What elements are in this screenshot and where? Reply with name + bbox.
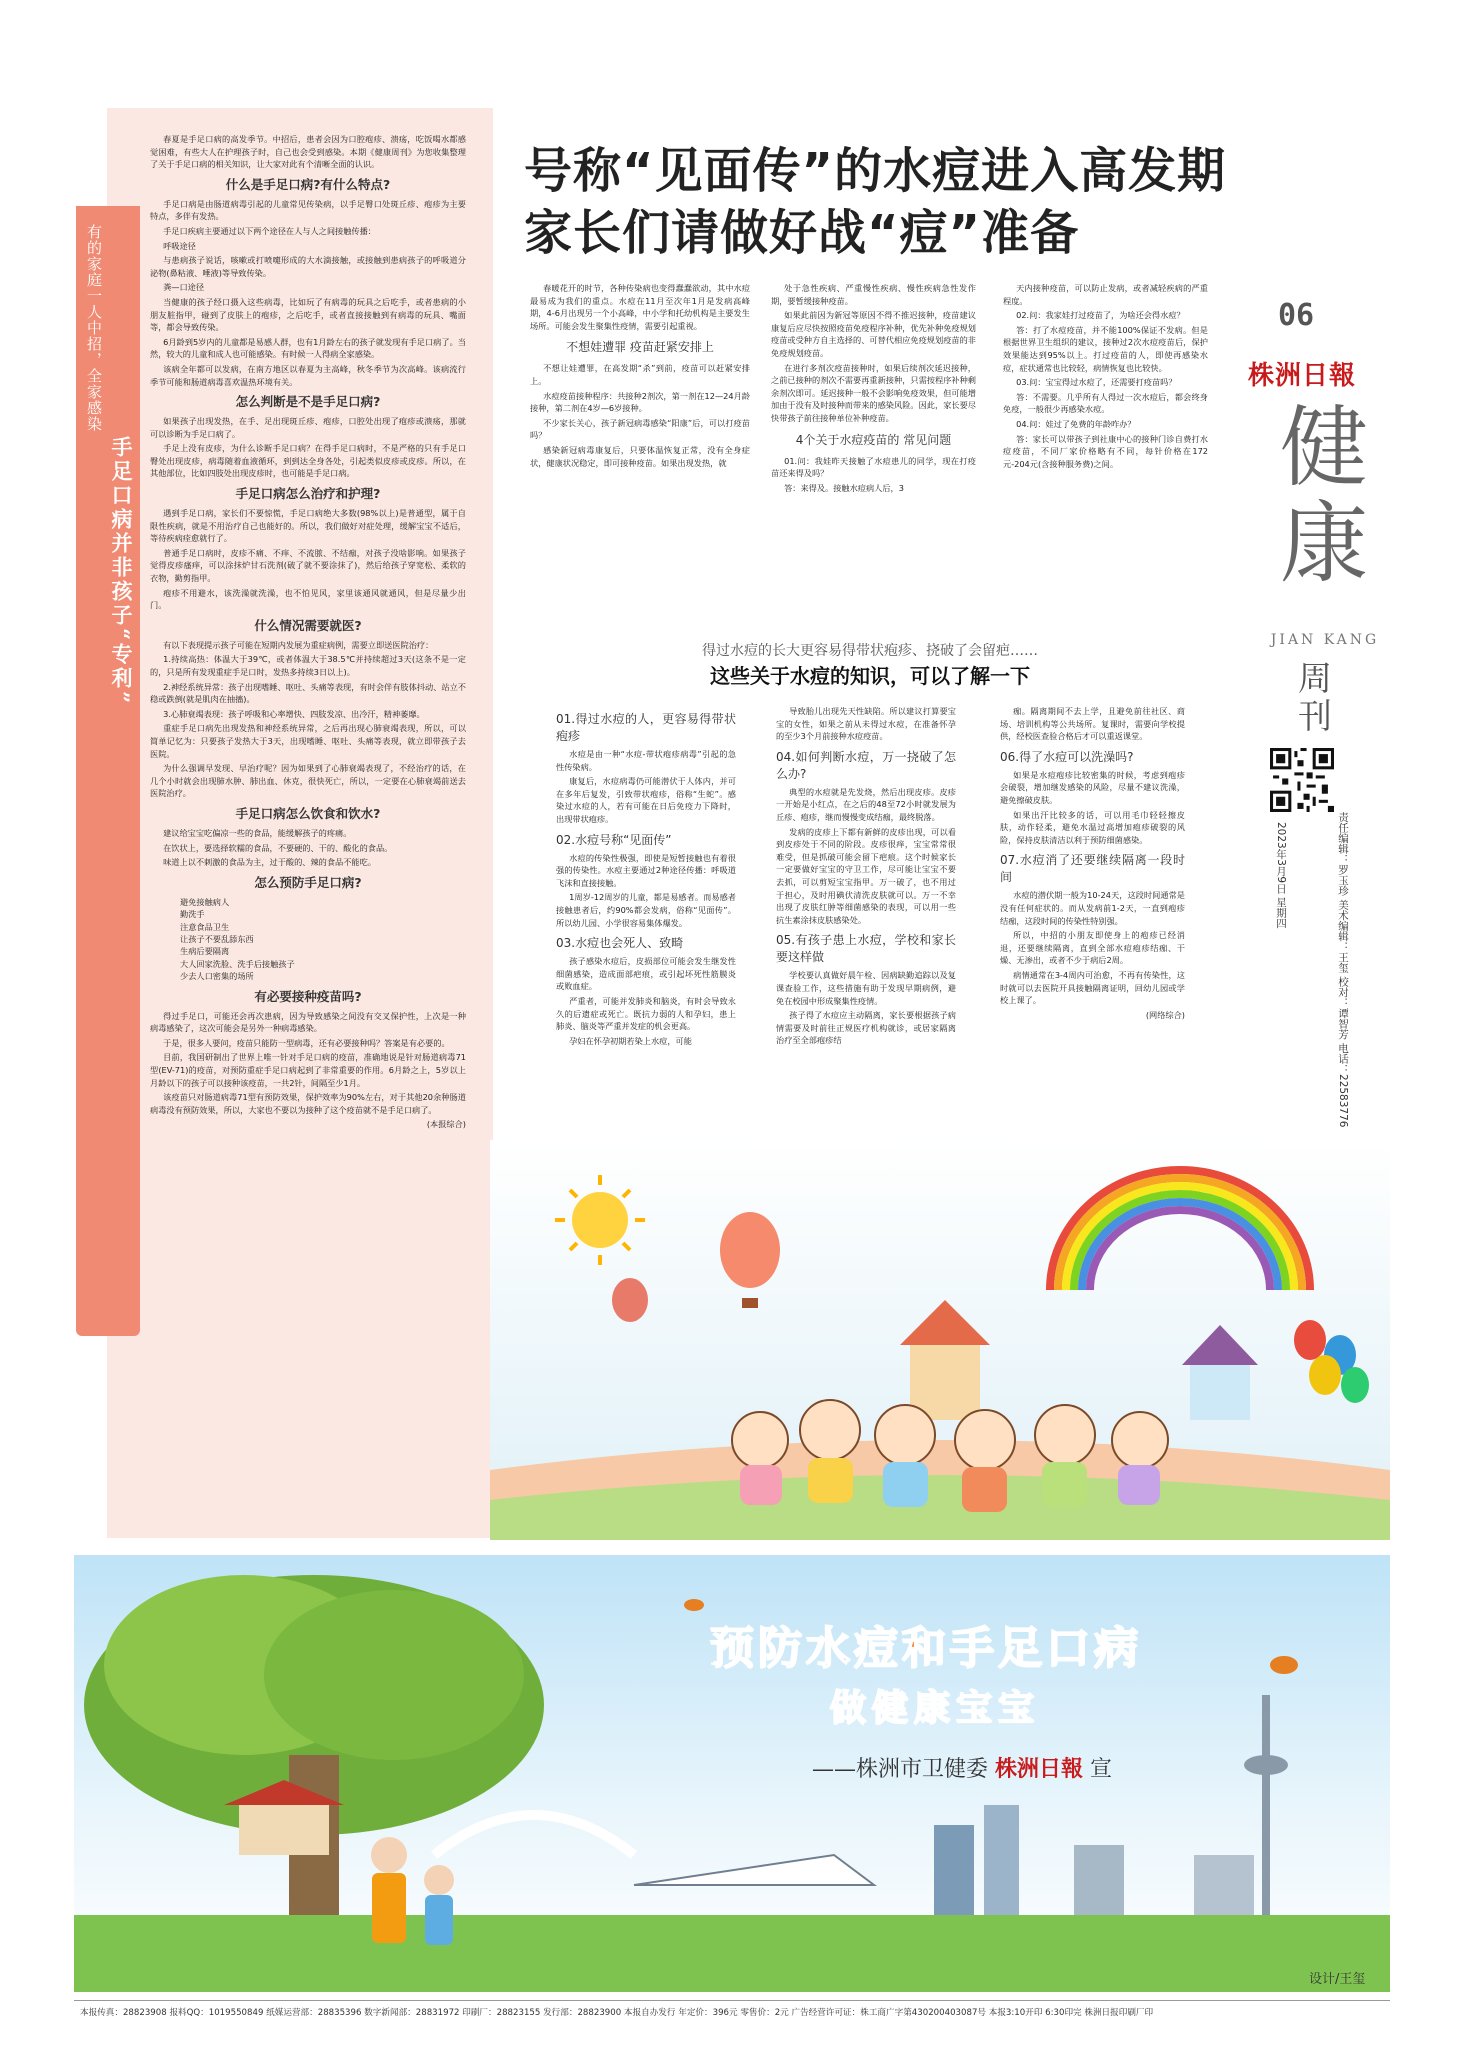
paragraph: 有以下表现提示孩子可能在短期内发展为重症病例，需要立即送医院治疗：	[163, 639, 434, 650]
paragraph: 在进行多剂次疫苗接种时，如果后续剂次延迟接种，之前已接种的剂次不需要再重新接种，只需按程序补种剩余剂次即可。延迟接种一般不会影响免疫效果，但可能增加由于没有及时接种而带来的感染风险。因此，家长要尽快带孩子前往接种单位补种疫苗。	[771, 362, 976, 423]
section-heading: 手足口病怎么治疗和护理?	[235, 486, 381, 502]
paragraph: 手足口疾病主要通过以下两个途径在人与人之间接触传播：	[163, 225, 376, 236]
paragraph: 遇到手足口病，家长们不要惊慌，手足口病绝大多数(98%以上)是普通型，属于自限性疾病，就是不用治疗自己也能好的。所以，我们做好对症处理，缓解宝宝不适后，等待疾病痊愈就行了。	[150, 508, 466, 544]
upper-column-3	[1003, 282, 1208, 472]
question-heading: 05.有孩子患上水痘，学校和家长要这样做	[776, 933, 956, 965]
list-item: 勤洗手	[180, 909, 205, 920]
paragraph: 当健康的孩子经口摄入这些病毒，比如玩了有病毒的玩具之后吃手，或者患病的小朋友脏指甲，碰到了皮肤上的疱疹，之后吃手，或者直接接触到有病毒的玩具、嘴面等，都会导致传染。	[150, 296, 466, 333]
paragraph: 水痘的潜伏期一般为10-24天，这段时间通常是没有任何症状的。而从发病前1-2天，一直到疱疹结痂，这段时间的传染性特别强。	[1000, 890, 1185, 926]
paragraph: 如果是水痘疱疹比较密集的时候，考虑到疱疹会破裂，增加继发感染的风险，尽量不建议洗澡，避免擦破皮肤。	[1000, 769, 1185, 805]
paragraph: 该疫苗只对肠道病毒71型有预防效果，保护效率为90%左右，对于其他20余种肠道病毒没有预防效果，所以，大家也不要以为接种了这个疫苗就不是手足口病了。	[150, 1092, 466, 1115]
poster-title: 预防水痘和手足口病	[710, 1623, 1142, 1674]
section-heading: 什么情况需要就医?	[254, 617, 362, 633]
paragraph: 痂。隔离期间不去上学，且避免前往社区、商场、培训机构等公共场所。复课时，需要向学校提供，经校医查验合格后才可以重返课堂。	[1000, 706, 1185, 742]
newspaper-logo: 株洲日報	[1248, 361, 1357, 391]
banner-subtitle: 有的家庭一人中招，全家感染	[85, 224, 103, 432]
paragraph: 普通手足口病时，皮疹不痛、不痒、不流脓、不结痂，对孩子没啥影响。如果孩子觉得皮疹瘙痒，可以涂抹炉甘石洗剂(破了就不要涂抹了)，然后给孩子穿宽松、柔软的衣物，勤剪指甲。	[150, 547, 466, 584]
paragraph: 于是，很多人要问，疫苗只能防一型病毒，还有必要接种吗？答案是有必要的。	[163, 1037, 450, 1048]
poster-sponsor	[812, 1752, 1112, 1783]
paragraph: 发病的皮疹上下都有新鲜的皮疹出现，可以看到皮疹处于不同的阶段。皮疹很痒，宝宝常常很难受，但是抓破可能会留下疤痕。这个时候家长一定要做好宝宝的守卫工作，尽可能让宝宝不要去抓，可以剪短宝宝指甲。万一破了，也不用过于担心，及时用碘伏清洗皮肤就可以。万一不幸出现了皮肤红肿等细菌感染的表现，可以用一些抗生素涂抹皮肤感染处。	[776, 826, 956, 925]
paragraph: 天内接种疫苗，可以防止发病，或者减轻疾病的严重程度。	[1003, 283, 1208, 306]
main-headline	[524, 140, 1344, 264]
paragraph: 水痘疫苗接种程序：共接种2剂次，第一剂在12—24月龄接种，第二剂在4岁—6岁接种。	[530, 390, 750, 414]
paragraph: 如果孩子出现发热，在手、足出现斑丘疹、疱疹，口腔处出现了疱疹或溃疡，那就可以诊断为手足口病了。	[150, 416, 466, 439]
paragraph: 呼吸途径	[163, 240, 196, 251]
paragraph: 病情通常在3-4周内可治愈，不再有传染性，这时就可以去医院开具接触隔离证明，回幼儿园或学校上课了。	[1000, 969, 1185, 1006]
question-heading: 04.如何判断水痘，万一挠破了怎么办?	[776, 749, 956, 781]
paragraph: 与患病孩子说话，咳嗽或打喷嚏形成的大水滴接触，或接触到患病孩子的呼吸道分泌物(鼻粘液、唾液)等导致传染。	[150, 255, 466, 278]
editor-credits: 责任编辑：罗玉珍 美术编辑：王玺 校对：谭智芳 电话：22583776	[1337, 812, 1349, 1128]
paragraph: 03.问：宝宝得过水痘了，还需要打疫苗吗？	[1016, 377, 1177, 388]
paragraph: 手足口病是由肠道病毒引起的儿童常见传染病，以手足臀口处斑丘疹、疱疹为主要特点，多伴有发热。	[150, 198, 466, 222]
paragraph: 得过手足口，可能还会再次患病，因为导致感染之间没有交叉保护性，上次是一种病毒感染了，这次可能会是另外一种病毒感染。	[150, 1010, 466, 1034]
section-heading: 手足口病怎么饮食和饮水?	[235, 805, 381, 821]
lower-column-2	[776, 705, 956, 1049]
paragraph: 3.心肺衰竭表现：孩子呼吸和心率增快、四肢发凉、出冷汗，精神萎靡。	[163, 708, 425, 719]
lower-column-1	[556, 705, 736, 1049]
upper-column-1	[530, 282, 750, 471]
paragraph: 粪—口途径	[163, 282, 205, 293]
children-playground-illustration	[490, 1140, 1390, 1540]
paragraph: 孩子感染水痘后，皮损部位可能会发生继发性细菌感染，造成面部疤痕，或引起坏死性筋膜炎或败血症。	[556, 956, 736, 992]
left-article-banner	[76, 206, 140, 1336]
list-item: 少去人口密集的场所	[180, 971, 254, 982]
paragraph: 感染新冠病毒康复后，只要体温恢复正常，没有全身症状，健康状况稳定，即可接种疫苗。如果出现发热，就	[530, 444, 750, 468]
issue-date: 2023年3月9日 星期四	[1275, 822, 1287, 929]
headline-line-1: 号称“见面传”的水痘进入高发期	[524, 143, 1227, 199]
byline: (本报综合)	[426, 1119, 466, 1130]
paragraph: 6月龄到5岁内的儿童都是易感人群，也有1月龄左右的孩子就发现有手足口病了。当然，较大的儿童和成人也可能感染。有时候一人得病全家感染。	[150, 336, 466, 360]
paragraph: 孩子得了水痘应主动隔离，家长要根据孩子病情需要及时前往正规医疗机构就诊，或居家隔离治疗至全部疱疹结	[776, 1010, 956, 1046]
paragraph: 味道上以不刺激的食品为主，过于酸的、辣的食品不能吃。	[163, 857, 376, 868]
sponsor-name: ——株洲市卫健委	[812, 1757, 989, 1782]
section-heading: 什么是手足口病?有什么特点?	[225, 176, 391, 192]
lower-article-kicker: 得过水痘的长大更容易得带状疱疹、挠破了会留疤……	[702, 643, 1038, 659]
paragraph: 处于急性疾病、严重慢性疾病、慢性疾病急性发作期，要暂缓接种疫苗。	[771, 283, 976, 306]
paragraph: 为什么强调早发现、早治疗呢？因为如果到了心肺衰竭表现了，不经治疗的话，在几个小时就会出现肺水肿、肺出血、休克，很快死亡，所以，一定要在心肺衰竭前送去医院治疗。	[150, 763, 466, 799]
paragraph: 水痘是由一种“水痘-带状疱疹病毒”引起的急性传染病。	[556, 749, 736, 772]
article-intro: 春夏是手足口病的高发季节。中招后，患者会因为口腔疱疹、溃疡，吃饭喝水都感觉困难，有些大人在护理孩子时，自己也会受到感染。本期《健康周刊》为您收集整理了关于手足口病的相关知识，让大家对此有个清晰全面的认识。	[150, 134, 466, 170]
paragraph: 1周岁-12周岁的儿童，都是易感者。而易感者接触患者后，约90%都会发病，俗称“见面传”。所以幼儿园、小学很容易集体爆发。	[556, 892, 736, 928]
poster-subtitle: 做健康宝宝	[830, 1688, 1041, 1729]
upper-column-2	[771, 282, 976, 496]
paragraph: 疱疹不用避水，该洗澡就洗澡，也不怕见风，家里该通风就通风，但是尽量少出门。	[150, 587, 466, 611]
paragraph: 水痘的传染性极强，即使是短暂接触也有着很强的传染性。水痘主要通过2种途径传播：呼吸道飞沫和直接接触。	[556, 852, 736, 888]
list-item: 注意食品卫生	[180, 921, 230, 932]
headline-line-2: 家长们请做好战“痘”准备	[524, 205, 1080, 261]
paragraph: 答：打了水痘疫苗，并不能100%保证不发病。但是根据世界卫生组织的建议，接种过2次水痘疫苗后，保护效果能达到95%以上。打过疫苗的人，即使再感染水痘，症状通常也比较轻，病情恢复也比较快。	[1003, 324, 1208, 373]
footer-info: 本报传真：28823908 报料QQ：1019550849 纸媒运营部：28835396 数字新闻部：28831972 印刷厂：28823155 发行部：28823900 本报自办发行 年定价：396元 零售价：2元 广告经营许可证：株工商广字第430200403087号 本报3:10开印 6:30印完 株洲日报印刷厂印	[80, 2008, 1154, 2018]
paragraph: 不少家长关心，孩子新冠病毒感染“阳康”后，可以打疫苗吗？	[530, 417, 750, 441]
paragraph: 02.问：我家娃打过疫苗了，为啥还会得水痘？	[1016, 310, 1185, 321]
section-calligraphy-title: 健康	[1279, 396, 1368, 595]
paragraph: 目前，我国研制出了世界上唯一针对手足口病的疫苗，准确地说是针对肠道病毒71型(EV-71)的疫苗，对预防重症手足口病起到了非常重要的作用。6月龄之上，5岁以上月龄以下的孩子可以接种该疫苗，一共2针，间隔至少1月。	[150, 1052, 466, 1088]
list-item: 让孩子不要乱舔东西	[180, 933, 254, 944]
list-item: 避免接触病人	[180, 896, 230, 907]
lower-article-title: 这些关于水痘的知识，可以了解一下	[710, 664, 1030, 688]
question-heading: 02.水痘号称“见面传”	[556, 832, 672, 847]
question-heading: 03.水痘也会死人、致畸	[556, 936, 684, 951]
subheading: 不想娃遭罪 疫苗赶紧安排上	[566, 340, 714, 355]
designer-credit: 设计/王玺	[1309, 1972, 1366, 1987]
banner-title: 手足口病并非孩子“专利”	[109, 436, 134, 707]
paragraph: 1.持续高热：体温大于39℃，或者体温大于38.5℃并持续超过3天(这条不是一定的，只是所有发现重症手足口时，发热多持续3日以上)。	[150, 654, 466, 677]
sponsor-logo: 株洲日報	[995, 1756, 1084, 1782]
paragraph: 04.问：娃过了免费的年龄咋办？	[1016, 418, 1136, 429]
paragraph: 不想让娃遭罪，在高发期“杀”到前，疫苗可以赶紧安排上。	[530, 363, 750, 386]
paragraph: 答：家长可以带孩子到社康中心的接种门诊自费打水痘疫苗，不同厂家价格略有不同，每针价格在172元-204元(含接种服务费)之间。	[1003, 433, 1208, 469]
question-heading: 07.水痘消了还要继续隔离一段时间	[1000, 853, 1185, 885]
paragraph: 2.神经系统异常：孩子出现嗜睡、呕吐、头痛等表现，有时会伴有肢体抖动、站立不稳或跌倒(就是肌肉在抽搐)。	[150, 681, 466, 705]
left-article-body	[150, 133, 466, 1133]
page-number: 06	[1278, 298, 1315, 333]
paragraph: 所以，中招的小朋友即使身上的疱疹已经消退，还要继续隔离，直到全部水痘疱疹结痂、干燥、无渗出，或者不少于病后2周。	[1000, 930, 1185, 966]
subheading: 4个关于水痘疫苗的 常见问题	[795, 432, 952, 447]
paragraph: 重症手足口病先出现发热和神经系统异常，之后再出现心肺衰竭表现，所以，可以简单记忆为：只要孩子发热大于3天，出现嗜睡、呕吐、头痛等表现，就立即带孩子去医院。	[150, 723, 466, 759]
paragraph: 严重者，可能并发肺炎和脑炎，有时会导致永久的后遗症或死亡。既抗力弱的人和孕妇，患上肺炎、脑炎等严重并发症的机会更高。	[556, 995, 736, 1032]
section-heading: 怎么预防手足口病?	[254, 874, 362, 890]
paragraph: 康复后，水痘病毒仍可能潜伏于人体内，并可在多年后复发，引致带状疱疹，俗称“生蛇”。感染过水痘的人，若有可能在日后免疫力下降时，出现带状疱疹。	[556, 776, 736, 824]
paragraph: 学校要认真做好晨午检、因病缺勤追踪以及复课查验工作，这些措施有助于发现早期病例，避免在校园中形成聚集性疫情。	[776, 970, 956, 1006]
paragraph: 在饮状上，要选择软糯的食品，不要硬的、干的、酸化的食品。	[163, 842, 393, 853]
question-heading: 06.得了水痘可以洗澡吗?	[1000, 749, 1134, 764]
qr-code-icon[interactable]	[1270, 748, 1334, 812]
list-item: 生病后要隔离	[180, 946, 230, 957]
paragraph: 如果此前因为新冠等原因不得不推迟接种，疫苗建议康复后应尽快按照疫苗免疫程序补种，优先补种免疫规划疫苗或受种方自主选择的、可替代相应免疫规划疫苗的非免疫规划疫苗。	[771, 310, 976, 358]
paragraph: 01.问：我娃昨天接触了水痘患儿的同学，现在打疫苗还来得及吗？	[771, 455, 976, 479]
sponsor-suffix: 宣	[1090, 1757, 1113, 1782]
section-weekly-label: 周刊	[1298, 659, 1332, 737]
paragraph: 孕妇在怀孕初期若染上水痘，可能	[569, 1035, 692, 1046]
paragraph: 答：来得及。接触水痘病人后，3	[784, 482, 904, 493]
paragraph: 春暖花开的时节，各种传染病也变得蠢蠢欲动，其中水痘最易成为我们的重点。水痘在11月至次年1月是发病高峰期，4-6月出现另一个小高峰，中小学和托幼机构是主要发生场所。可能会发生聚集性疫情，需要引起重视。	[530, 283, 750, 331]
paragraph: 导致胎儿出现先天性缺陷。所以建议打算要宝宝的女性，如果之前从未得过水痘，在准备怀孕的至少3个月前接种水痘疫苗。	[776, 706, 956, 742]
paragraph: 建议给宝宝吃偏凉一些的食品，能缓解孩子的疼痛。	[163, 827, 352, 838]
lower-column-3	[1000, 705, 1185, 1023]
paragraph: 答：不需要。几乎所有人得过一次水痘后，都会终身免疫，一般很少再感染水痘。	[1003, 391, 1208, 415]
section-heading: 怎么判断是不是手足口病?	[235, 394, 381, 410]
question-heading: 01.得过水痘的人，更容易得带状疱疹	[556, 712, 736, 743]
list-item: 大人回家洗脸、洗手后接触孩子	[180, 958, 295, 969]
section-heading: 有必要接种疫苗吗?	[254, 988, 362, 1004]
paragraph: 典型的水痘就是先发烧，然后出现皮疹。皮疹一开始是小红点，在之后的48至72小时就发展为丘疹、疱疹，继而慢慢变成结痂，最终脱落。	[776, 786, 956, 822]
paragraph: 手足上没有皮疹，为什么诊断手足口病？在得手足口病时，不是严格的只有手足口臀处出现皮疹，病毒随着血液循环，到到达全身各处，引起类似皮疹或皮疹。所以，在其他部位，比如四肢处出现皮疹时，也可能是手足口病。	[150, 443, 466, 479]
paragraph: 如果出汗比较多的话，可以用毛巾轻轻擦皮肤，动作轻柔，避免水温过高增加疱疹破裂的风险，保持皮肤清洁以利于预防细菌感染。	[1000, 809, 1185, 845]
paragraph: 该病全年都可以发病，在南方地区以春夏为主高峰，秋冬季节为次高峰。该病流行季节可能和肠道病毒喜欢温热环境有关。	[150, 363, 466, 387]
footer-divider	[74, 2000, 1390, 2001]
section-pinyin: JIAN KANG	[1270, 632, 1380, 648]
byline: (网络综合)	[1145, 1009, 1185, 1020]
